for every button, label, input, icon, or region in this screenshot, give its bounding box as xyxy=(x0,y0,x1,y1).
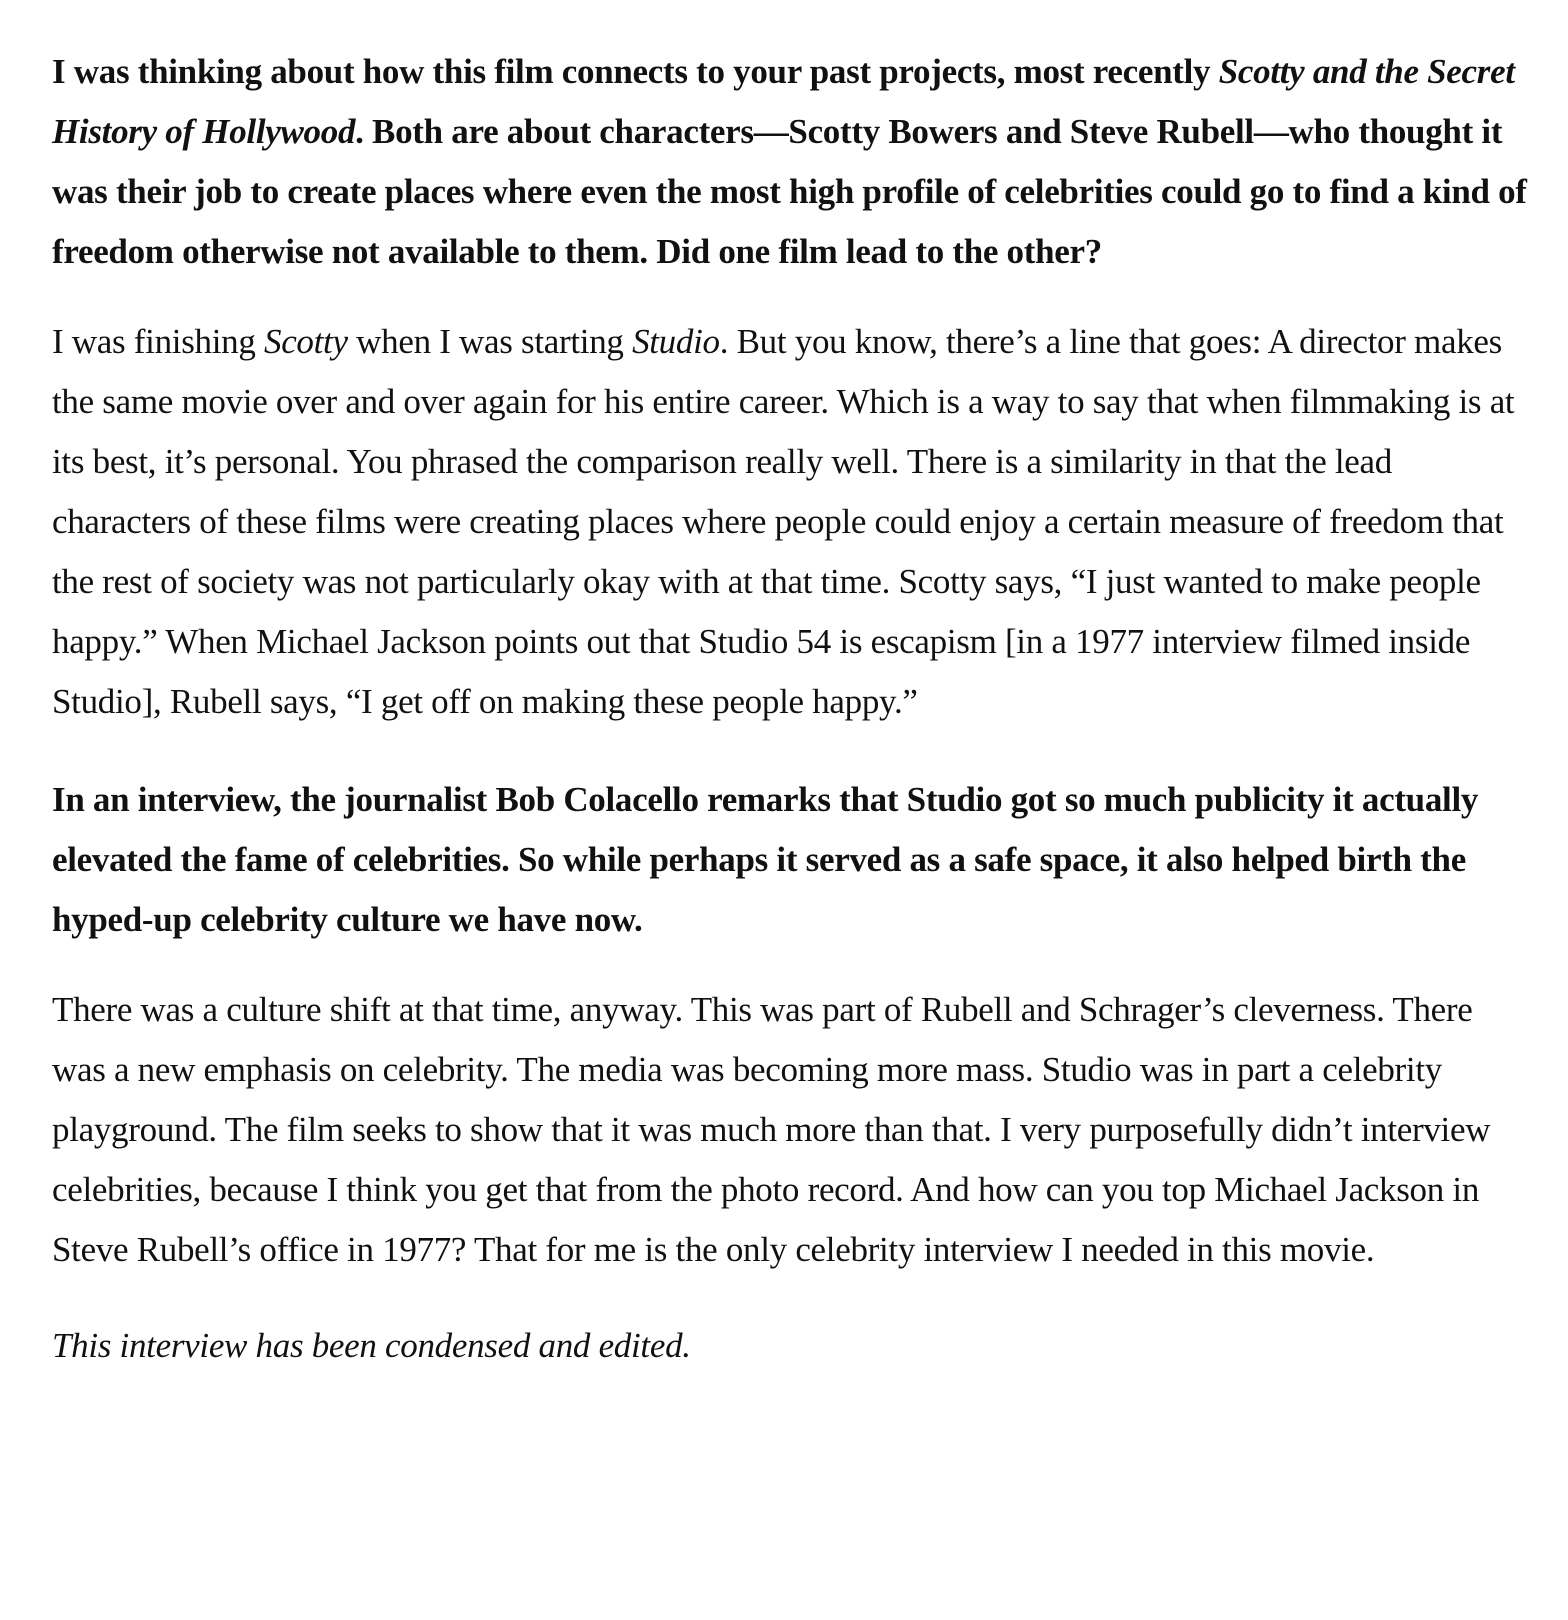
answer-paragraph-1 xyxy=(52,312,1532,732)
question-1-text-start: I was thinking about how this film connects to your past projects, most recently xyxy=(52,52,1219,91)
question-paragraph-1 xyxy=(52,42,1532,282)
film-title-scotty: Scotty and the Secret History of Hollywood xyxy=(52,52,1515,151)
answer-1-text-mid: when I was starting xyxy=(347,322,633,361)
answer-1-text-end: . But you know, there’s a line that goes: A director makes the same movie over and over again for his entire career. Which is a way to say that when filmmaking is at its best, it’s personal. You phrased the comparison really well. There is a similarity in that the lead characters of these films were creating places where people could enjoy a certain measure of freedom that the rest of society was not particularly okay with at that time. Scotty says, “I just wanted to make people happy.” When Michael Jackson points out that Studio 54 is escapism [in a 1977 interview filmed inside Studio], Rubell says, “I get off on making these people happy.” xyxy=(52,322,1515,721)
question-paragraph-2: In an interview, the journalist Bob Colacello remarks that Studio got so much publicity it actually elevated the fame of celebrities. So while perhaps it served as a safe space, it also helped birth the hyped-up celebrity culture we have now. xyxy=(52,780,1479,939)
article-body xyxy=(52,42,1532,1376)
film-title-studio: Studio xyxy=(632,322,720,361)
answer-1-text-start: I was finishing xyxy=(52,322,264,361)
editorial-note: This interview has been condensed and edited. xyxy=(52,1326,691,1365)
question-1-text-end: . Both are about characters—Scotty Bowers and Steve Rubell—who thought it was their job to create places where even the most high profile of celebrities could go to find a kind of freedom otherwise not available to them. Did one film lead to the other? xyxy=(52,112,1527,271)
answer-paragraph-2: There was a culture shift at that time, anyway. This was part of Rubell and Schrager’s cleverness. There was a new emphasis on celebrity. The media was becoming more mass. Studio was in part a celebrity playground. The film seeks to show that it was much more than that. I very purposefully didn’t interview celebrities, because I think you get that from the photo record. And how can you top Michael Jackson in Steve Rubell’s office in 1977? That for me is the only celebrity interview I needed in this movie. xyxy=(52,990,1491,1269)
film-title-scotty-short: Scotty xyxy=(264,322,348,361)
